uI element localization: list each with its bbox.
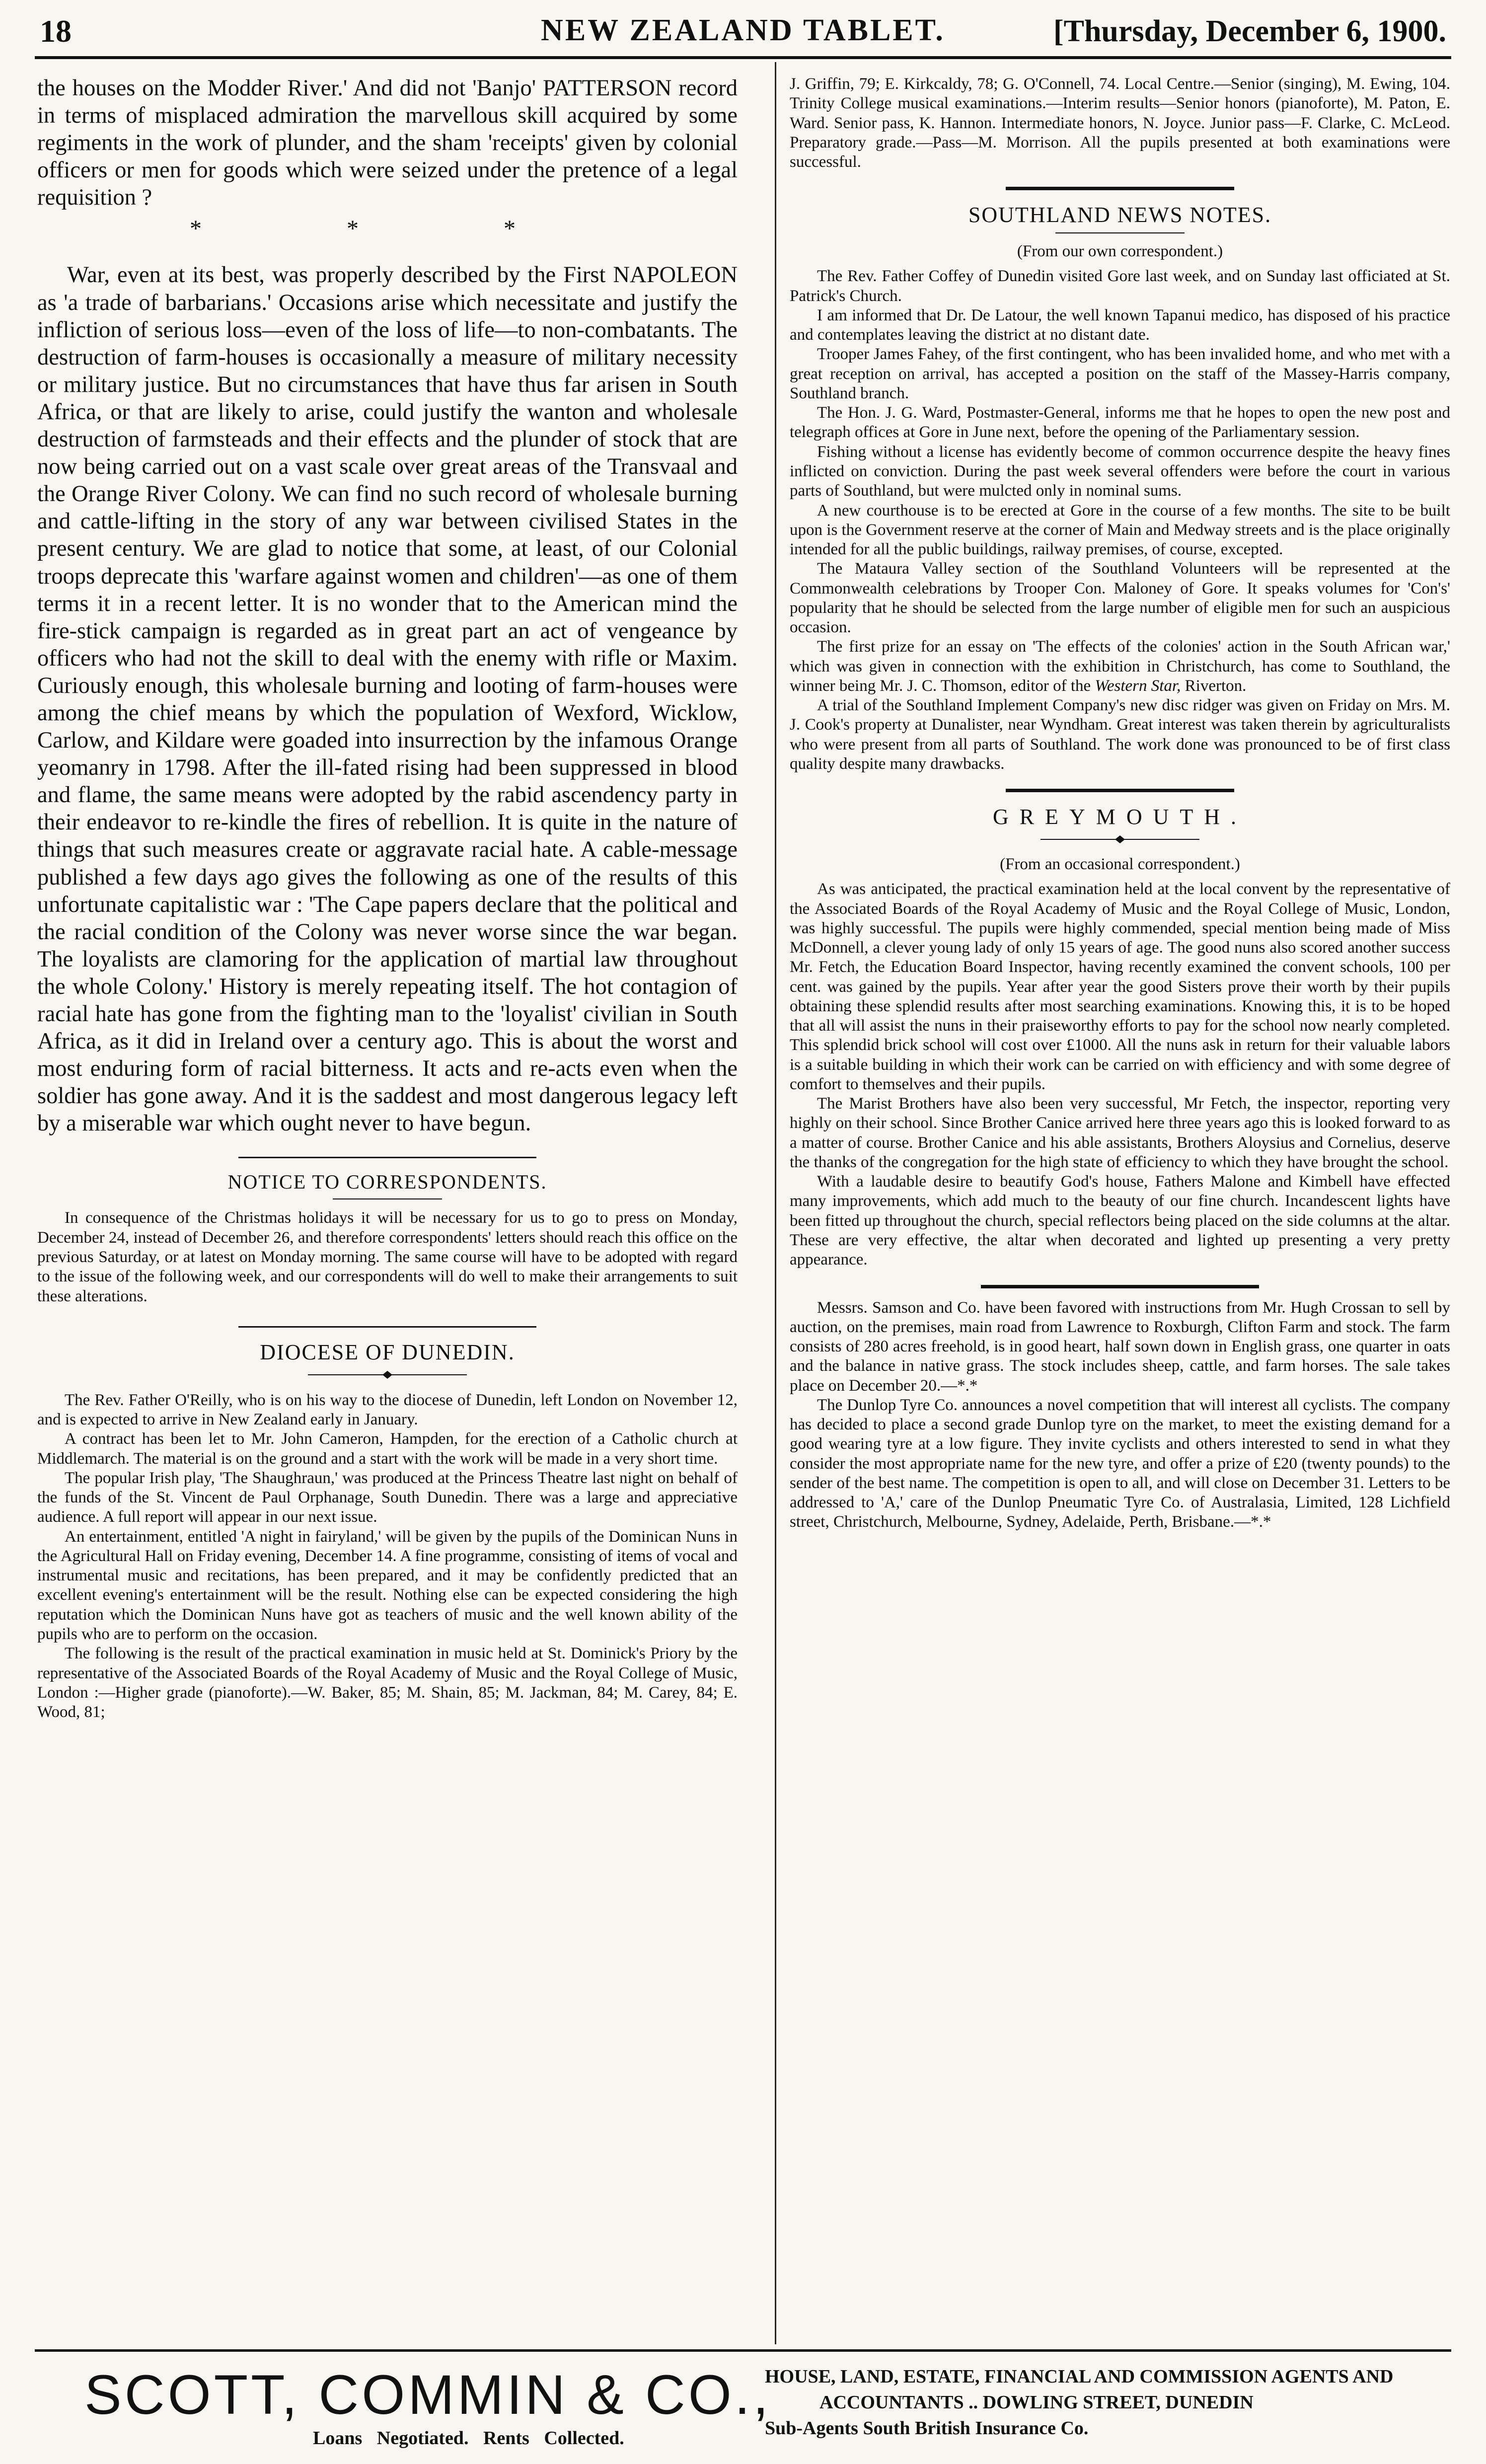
essay-prize-paragraph bbox=[790, 637, 1450, 696]
southland-section bbox=[790, 267, 1450, 774]
section-rule bbox=[981, 1285, 1259, 1288]
southland-byline: (From our own correspondent.) bbox=[1017, 242, 1223, 261]
southland-underline bbox=[1055, 232, 1185, 233]
ad-line-1: HOUSE, LAND, ESTATE, FINANCIAL AND COMMISSION AGENTS AND bbox=[765, 2366, 1394, 2387]
samson-paragraph: Messrs. Samson and Co. have been favored with instructions from Mr. Hugh Crossan to sell by auction, on the premises, main road from Lawrence to Roxburgh, Clifton Farm and stock. The farm consists of 280 acres freehold, is in good heart, half sown down in English grass, one quarter in oats and the balance in native grass. The stock includes sheep, cattle, and farm horses. The sale takes place on December 20.—*.* bbox=[790, 1298, 1450, 1395]
southland-paragraph: The Rev. Father Coffey of Dunedin visited Gore last week, and on Sunday last officiated at St. Patrick's Church. bbox=[790, 267, 1450, 305]
southland-paragraph: I am informed that Dr. De Latour, the well known Tapanui medico, has disposed of his practice and contemplates leaving the district at no distant date. bbox=[790, 306, 1450, 344]
firm-services: Loans Negotiated. Rents Collected. bbox=[313, 2428, 624, 2449]
southland-paragraph: Fishing without a license has evidently become of common occurrence despite the heavy fines inflicted on conviction. During the past week several offenders were before the court in various parts of Southland, but were mulcted only in nominal sums. bbox=[790, 443, 1450, 500]
column-divider bbox=[775, 62, 776, 2344]
diocese-paragraph: An entertainment, entitled 'A night in fairyland,' will be given by the pupils of the Dominican Nuns in the Agricultural Hall on Friday evening, December 14. A fine programme, consisting of items of vocal and instrumental music and recitations, has been prepared, and it may be confidently predicted that an excellent evening's entertainment will be the result. Nothing else can be expected considering the high reputation which the Dominican Nuns have got as teachers of music and the well known ability of the pupils who are to perform on the occasion. bbox=[37, 1527, 738, 1643]
dunlop-paragraph: The Dunlop Tyre Co. announces a novel competition that will interest all cyclists. The company has decided to place a second grade Dunlop tyre on the market, to meet the existing demand for a good wearing tyre at a low figure. They invite cyclists and others interested to send in what they consider the most appropriate name for the new tyre, and offer a prize of £20 (twenty pounds) to the sender of the best name. The competition is open to all, and will close on December 31. Letters to be addressed to 'A,' care of the Dunlop Pneumatic Tyre Co. of Australasia, Limited, 128 Lichfield street, Christchurch, Melbourne, Sydney, Adelaide, Perth, Brisbane.—*.* bbox=[790, 1396, 1451, 1531]
greymouth-paragraph: As was anticipated, the practical examination held at the local convent by the representative of the Associated Boards of the Royal Academy of Music and the Royal College of Music, London, was highly successful. The pupils were highly commended, special mention being made of Miss McDonnell, a clever young lady of only 15 years of age. The good nuns also scored another success Mr. Fetch, the Education Board Inspector, having recently examined the convent schools, 100 per cent. was gained by the pupils. Year after year the good Sisters prove their worth by their pupils obtaining these splendid results after most searching examinations. Knowing this, it is to be hoped that all will assist the nuns in their praiseworthy efforts to pay for the school now nearly completed. This splendid brick school will cost over £1000. All the nuns ask in return for their valuable labors is a suitable building in which their work can be carried on with efficiency and with some degree of comfort to themselves and their pupils. bbox=[790, 880, 1450, 1093]
diocese-paragraph: A contract has been let to Mr. John Cameron, Hampden, for the erection of a Catholic church at Middlemarch. The material is on the ground and a start with the work will be made in a very short time. bbox=[37, 1430, 738, 1468]
diocese-paragraph: The following is the result of the practical examination in music held at St. Dominick's Priory by the representative of the Associated Boards of the Royal Academy of Music and the Royal College of Music, London :—Higher grade (pianoforte).—W. Baker, 85; M. Shain, 85; M. Jackman, 84; M. Carey, 84; E. Wood, 81; bbox=[37, 1644, 738, 1721]
firm-name: SCOTT, COMMIN & CO., bbox=[84, 2364, 772, 2426]
masthead-title: NEW ZEALAND TABLET. bbox=[541, 13, 945, 47]
exam-results-continuation: J. Griffin, 79; E. Kirkcaldy, 78; G. O'Connell, 74. Local Centre.—Senior (singing), M. Ewing, 104. Trinity College musical examinations.—Interim results—Senior honors (pianoforte), M. Paton, E. Ward. Senior pass, K. Hannon. Intermediate honors, N. Joyce. Junior pass—F. Clarke, C. McLeod. Preparatory grade.—Pass—M. Morrison. All the pupils presented at both examinations were successful. bbox=[790, 75, 1450, 171]
left-column bbox=[37, 75, 738, 1722]
southland-paragraph: A new courthouse is to be erected at Gore in the course of a few months. The site to be built upon is the Government reserve at the corner of Main and Medway streets and is the place originally intended for all the public buildings, railway premises, of course, excepted. bbox=[790, 501, 1450, 559]
greymouth-paragraph: The Marist Brothers have also been very successful, Mr Fetch, the inspector, reporting very highly on their school. Since Brother Canice arrived here three years ago this is looked forward to as a matter of course. Brother Canice and his able assistants, Brothers Aloysius and Cornelius, deserve the thanks of the congregation for the high state of efficiency to which they have brought the school. bbox=[790, 1095, 1450, 1171]
diocese-heading: DIOCESE OF DUNEDIN. bbox=[260, 1340, 515, 1364]
section-stars: * * * bbox=[190, 216, 585, 242]
issue-date: [Thursday, December 6, 1900. bbox=[1053, 14, 1446, 48]
ad-line-2: ACCOUNTANTS .. DOWLING STREET, DUNEDIN bbox=[819, 2392, 1254, 2413]
greymouth-paragraph: With a laudable desire to beautify God's house, Fathers Malone and Kimbell have effected many improvements, which add much to the beauty of our fine church. Incandescent lights have been fitted up throughout the church, special reflectors being placed on the side columns at the altar. These are very effective, the altar when decorated and lighted up presenting a very pretty appearance. bbox=[790, 1173, 1450, 1269]
southland-paragraph: Trooper James Fahey, of the first contingent, who has been invalided home, and who met with a great reception on arrival, has accepted a position on the staff of the Massey-Harris company, Southland branch. bbox=[790, 345, 1450, 402]
section-rule bbox=[238, 1326, 536, 1328]
notice-text: In consequence of the Christmas holidays it will be necessary for us to go to press on Monday, December 24, instead of December 26, and therefore correspondents' letters should reach this office on the previous Saturday, or at latest on Monday morning. The same course will have to be adopted with regard to the issue of the following week, and our correspondents will do well to make their arrangements to suit these alterations. bbox=[37, 1209, 738, 1305]
editorial-article bbox=[37, 75, 738, 1137]
section-rule bbox=[1006, 187, 1234, 190]
newspaper-title: Western Star, bbox=[1095, 676, 1181, 695]
southland-paragraph: The Mataura Valley section of the Southland Volunteers will be represented at the Commonwealth celebrations by Trooper Con. Maloney of Gore. It speaks volumes for 'Con's' popularity that he should be selected from the large number of eligible men for such an auspicious occasion. bbox=[790, 560, 1450, 637]
ridger-paragraph: A trial of the Southland Implement Company's new disc ridger was given on Friday on Mrs. M. J. Cook's property at Dunalister, near Wyndham. Great interest was taken therein by agriculturalists who were present from all parts of Southland. The work done was pronounced to be of first class quality despite many drawbacks. bbox=[790, 696, 1450, 773]
essay-text-end: Riverton. bbox=[1185, 676, 1247, 695]
notices-section bbox=[790, 1298, 1450, 1532]
ad-line-3: Sub-Agents South British Insurance Co. bbox=[765, 2418, 1089, 2439]
section-rule bbox=[1006, 789, 1234, 792]
diocese-paragraph: The Rev. Father O'Reilly, who is on his way to the diocese of Dunedin, left London on November 12, and is expected to arrive in New Zealand early in January. bbox=[37, 1391, 738, 1429]
page-number: 18 bbox=[40, 13, 72, 49]
right-column bbox=[790, 75, 1450, 1532]
page-header bbox=[35, 9, 1451, 59]
diocese-paragraph: The popular Irish play, 'The Shaughraun,' was produced at the Princess Theatre last night on behalf of the funds of the St. Vincent de Paul Orphanage, South Dunedin. There was a large and appreciative audience. A full report will appear in our next issue. bbox=[37, 1469, 738, 1526]
notice-heading: NOTICE TO CORRESPONDENTS. bbox=[227, 1171, 547, 1194]
notice-underline bbox=[333, 1198, 442, 1199]
greymouth-section bbox=[790, 880, 1450, 1269]
editorial-paragraph-2: War, even at its best, was properly described by the First NAPOLEON as 'a trade of barbarians.' Occasions arise which necessitate and justify the infliction of serious loss—even of the loss of life—to non-combatants. The destruction of farm-houses is occasionally a measure of military necessity or military justice. But no circumstances that have thus far arisen in South Africa, or that are likely to arise, could justify the wanton and wholesale destruction of farmsteads and their effects and the plunder of stock that are now being carried out on a vast scale over great areas of the Transvaal and the Orange River Colony. We can find no such record of wholesale burning and cattle-lifting in the story of any war between civilised States in the present century. We are glad to notice that some, at least, of our Colonial troops deprecate this 'warfare against women and children'—as one of them terms it in a recent letter. It is no wonder that to the American mind the fire-stick campaign is regarded as in great part an act of vengeance by officers who had not the skill to deal with the enemy with rifle or Maxim. Curiously enough, this wholesale burning and looting of farm-houses were among the chief means by which the population of Wexford, Wicklow, Carlow, and Kildare were goaded into insurrection by the infamous Orange yeomanry in 1798. After the ill-fated rising had been suppressed in blood and flame, the same means were adopted by the rabid ascendency party in their endeavor to re-kindle the fires of rebellion. It is quite in the nature of things that such measures create or aggravate racial hate. A cable-message published a few days ago gives the following as one of the results of this unfortunate capitalistic war : 'The Cape papers declare that the political and the racial condition of the Colony was never worse since the war began. The loyalists are clamoring for the application of martial law throughout the whole Colony.' History is merely repeating itself. The hot contagion of racial hate has gone from the fighting man to the 'loyalist' civilian in South Africa, as it did in Ireland over a century ago. This is about the worst and most enduring form of racial bitterness. It acts and re-acts even when the soldier has gone away. And it is the saddest and most dangerous legacy left by a miserable war which ought never to have begun. bbox=[37, 262, 738, 1136]
essay-text: The first prize for an essay on 'The effects of the colonies' action in the South African war,' which was given in connection with the exhibition in Christchurch, has come to Southland, the winner being Mr. J. C. Thomson, editor of the bbox=[790, 638, 1450, 695]
diamond-rule-ornament bbox=[1036, 834, 1204, 844]
southland-paragraph: The Hon. J. G. Ward, Postmaster-General, informs me that he hopes to open the new post and telegraph offices at Gore in June next, before the opening of the Parliamentary session. bbox=[790, 404, 1450, 442]
diamond-rule-ornament bbox=[303, 1370, 472, 1380]
footer-advertisement bbox=[35, 2349, 1451, 2449]
section-rule bbox=[238, 1157, 536, 1158]
greymouth-byline: (From an occasional correspondent.) bbox=[1000, 855, 1240, 874]
southland-heading: SOUTHLAND NEWS NOTES. bbox=[968, 203, 1272, 227]
editorial-paragraph-1: the houses on the Modder River.' And did not 'Banjo' PATTERSON record in terms of misplaced admiration the marvellous skill acquired by some regiments in the work of plunder, and the sham 'receipts' given by colonial officers or men for goods which were seized under the pretence of a legal requisition ? bbox=[37, 75, 738, 211]
diocese-section bbox=[37, 1391, 738, 1722]
greymouth-heading: GREYMOUTH. bbox=[992, 805, 1248, 829]
